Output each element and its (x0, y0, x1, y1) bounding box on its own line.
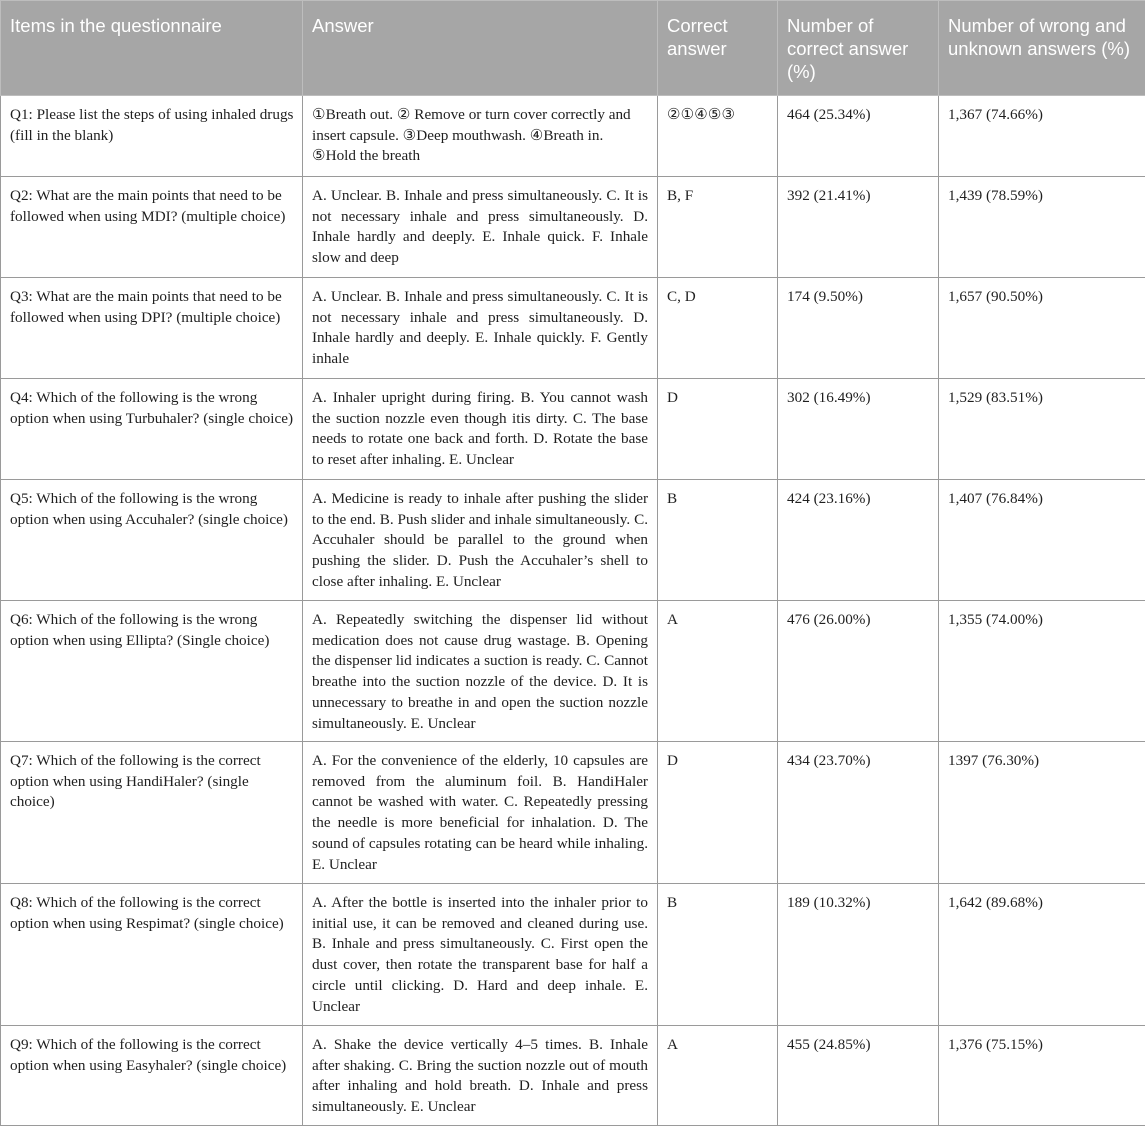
number-correct-cell: 424 (23.16%) (778, 480, 939, 601)
table-row (1, 379, 1145, 480)
number-correct-cell: 476 (26.00%) (778, 601, 939, 742)
number-wrong-cell: 1,407 (76.84%) (939, 480, 1145, 601)
answer-cell: A. Unclear. B. Inhale and press simultaneously. C. It is not necessary inhale and press simultaneously. D. Inhale hardly and deeply. E. Inhale quickly. F. Gently inhale (303, 278, 658, 379)
item-cell: Q3: What are the main points that need to be followed when using DPI? (multiple choice) (1, 278, 303, 379)
header-row (1, 1, 1145, 96)
number-correct-cell: 174 (9.50%) (778, 278, 939, 379)
table-row (1, 884, 1145, 1026)
answer-cell: A. For the convenience of the elderly, 10 capsules are removed from the aluminum foil. B. HandiHaler cannot be washed with water. C. Repeatedly pressing the needle is more beneficial for inhalation. D. The sound of capsules rotating can be heard while inhaling. E. Unclear (303, 742, 658, 884)
answer-cell: A. Shake the device vertically 4–5 times. B. Inhale after shaking. C. Bring the suction nozzle out of mouth after inhaling and hold breath. D. Inhale and press simultaneously. E. Unclear (303, 1026, 658, 1126)
header-items: Items in the questionnaire (1, 1, 303, 96)
table-header (1, 1, 1145, 96)
table-row (1, 742, 1145, 884)
item-cell: Q8: Which of the following is the correct option when using Respimat? (single choice) (1, 884, 303, 1026)
header-number-correct: Number of correct answer (%) (778, 1, 939, 96)
answer-cell: ①Breath out. ② Remove or turn cover correctly and insert capsule. ③Deep mouthwash. ④Breath in. ⑤Hold the breath (303, 96, 658, 177)
item-cell: Q7: Which of the following is the correct option when using HandiHaler? (single choice) (1, 742, 303, 884)
correct-answer-cell: D (658, 379, 778, 480)
header-number-wrong: Number of wrong and unknown answers (%) (939, 1, 1145, 96)
header-answer: Answer (303, 1, 658, 96)
answer-cell: A. Medicine is ready to inhale after pushing the slider to the end. B. Push slider and inhale simultaneously. C. Accuhaler should be parallel to the ground when pushing the slider. D. Push the Accuhaler’s shell to close after inhaling. E. Unclear (303, 480, 658, 601)
item-cell: Q9: Which of the following is the correct option when using Easyhaler? (single choice) (1, 1026, 303, 1126)
correct-answer-cell: B (658, 884, 778, 1026)
correct-answer-cell: C, D (658, 278, 778, 379)
correct-answer-cell: D (658, 742, 778, 884)
correct-answer-cell: A (658, 601, 778, 742)
number-correct-cell: 392 (21.41%) (778, 177, 939, 278)
item-cell: Q1: Please list the steps of using inhaled drugs (fill in the blank) (1, 96, 303, 177)
number-correct-cell: 302 (16.49%) (778, 379, 939, 480)
correct-answer-cell: A (658, 1026, 778, 1126)
number-correct-cell: 434 (23.70%) (778, 742, 939, 884)
answer-cell: A. Unclear. B. Inhale and press simultaneously. C. It is not necessary inhale and press simultaneously. D. Inhale hardly and deeply. E. Inhale quick. F. Inhale slow and deep (303, 177, 658, 278)
number-wrong-cell: 1,529 (83.51%) (939, 379, 1145, 480)
number-correct-cell: 464 (25.34%) (778, 96, 939, 177)
item-cell: Q4: Which of the following is the wrong option when using Turbuhaler? (single choice) (1, 379, 303, 480)
item-cell: Q6: Which of the following is the wrong option when using Ellipta? (Single choice) (1, 601, 303, 742)
number-wrong-cell: 1,367 (74.66%) (939, 96, 1145, 177)
number-wrong-cell: 1,376 (75.15%) (939, 1026, 1145, 1126)
number-correct-cell: 455 (24.85%) (778, 1026, 939, 1126)
table-row (1, 177, 1145, 278)
correct-answer-cell: B (658, 480, 778, 601)
number-correct-cell: 189 (10.32%) (778, 884, 939, 1026)
item-cell: Q2: What are the main points that need to be followed when using MDI? (multiple choice) (1, 177, 303, 278)
correct-answer-cell: ②①④⑤③ (658, 96, 778, 177)
table-row (1, 1026, 1145, 1126)
number-wrong-cell: 1,355 (74.00%) (939, 601, 1145, 742)
answer-cell: A. After the bottle is inserted into the inhaler prior to initial use, it can be removed and cleaned during use. B. Inhale and press simultaneously. C. First open the dust cover, then rotate the transparent base for half a circle until clicking. D. Hard and deep inhale. E. Unclear (303, 884, 658, 1026)
table-row (1, 601, 1145, 742)
header-correct-answer: Correct answer (658, 1, 778, 96)
table-row (1, 480, 1145, 601)
table-body (1, 96, 1145, 1126)
number-wrong-cell: 1,439 (78.59%) (939, 177, 1145, 278)
correct-answer-cell: B, F (658, 177, 778, 278)
number-wrong-cell: 1,657 (90.50%) (939, 278, 1145, 379)
number-wrong-cell: 1397 (76.30%) (939, 742, 1145, 884)
table-row (1, 96, 1145, 177)
answer-cell: A. Repeatedly switching the dispenser lid without medication does not cause drug wastage. B. Opening the dispenser lid indicates a suction is ready. C. Cannot breathe into the suction nozzle of the device. D. It is unnecessary to breathe in and open the suction nozzle simultaneously. E. Unclear (303, 601, 658, 742)
number-wrong-cell: 1,642 (89.68%) (939, 884, 1145, 1026)
item-cell: Q5: Which of the following is the wrong option when using Accuhaler? (single choice) (1, 480, 303, 601)
answer-cell: A. Inhaler upright during firing. B. You cannot wash the suction nozzle even though itis dirty. C. The base needs to rotate one back and forth. D. Rotate the base to reset after inhaling. E. Unclear (303, 379, 658, 480)
table-row (1, 278, 1145, 379)
